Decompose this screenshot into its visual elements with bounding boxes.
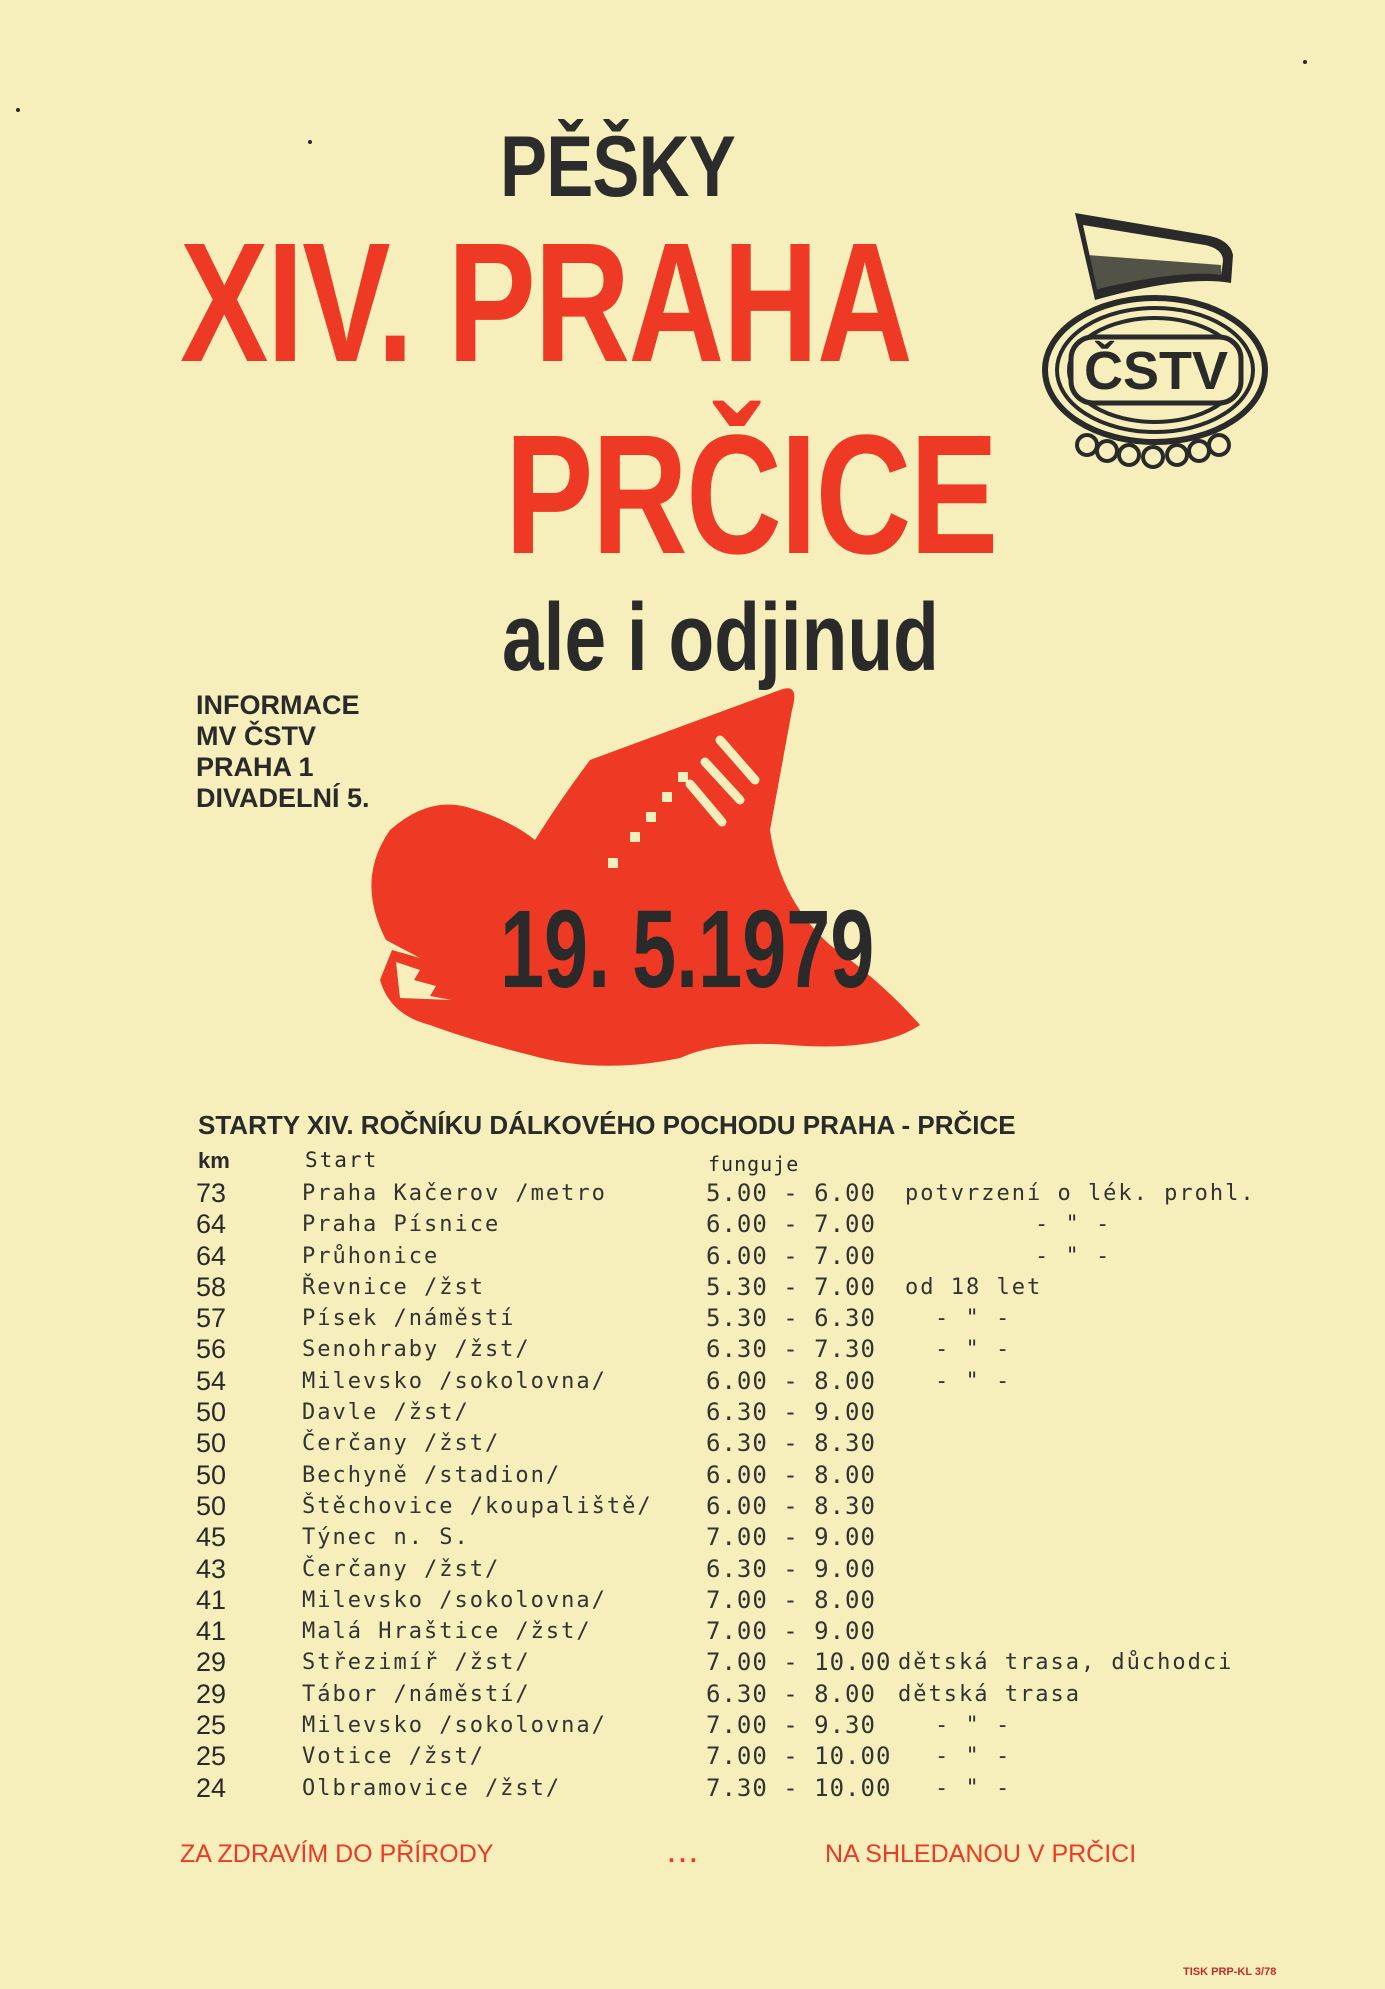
title-top: PĚŠKY xyxy=(500,119,735,215)
row-km: 41 xyxy=(196,1584,227,1615)
row-start: Písek /náměstí xyxy=(302,1306,516,1332)
row-start: Střezimíř /žst/ xyxy=(302,1650,531,1676)
cstv-logo xyxy=(1035,205,1275,475)
table-row xyxy=(0,1334,1385,1365)
table-row xyxy=(0,1303,1385,1334)
row-km: 50 xyxy=(196,1459,227,1490)
row-km: 45 xyxy=(196,1522,227,1553)
row-start: Milevsko /sokolovna/ xyxy=(302,1368,607,1394)
row-note: - " - xyxy=(935,1306,1012,1332)
row-km: 57 xyxy=(196,1303,227,1334)
table-row xyxy=(0,1366,1385,1397)
row-km: 50 xyxy=(196,1397,227,1428)
logo-text: ČSTV xyxy=(1083,341,1229,401)
row-time: 6.30 - 9.00 xyxy=(706,1398,876,1427)
row-time: 5.30 - 6.30 xyxy=(706,1304,876,1333)
row-start: Bechyně /stadion/ xyxy=(302,1462,562,1488)
table-row xyxy=(0,1491,1385,1522)
row-km: 54 xyxy=(196,1365,227,1396)
row-start: Votice /žst/ xyxy=(302,1744,485,1770)
row-start: Čerčany /žst/ xyxy=(302,1431,501,1457)
col-header-time: funguje xyxy=(708,1152,800,1176)
row-start: Tábor /náměstí/ xyxy=(302,1681,531,1707)
row-note: od 18 let xyxy=(905,1274,1043,1300)
row-start: Čerčany /žst/ xyxy=(302,1556,501,1582)
row-time: 7.00 - 9.00 xyxy=(706,1523,876,1552)
info-line: DIVADELNÍ 5. xyxy=(196,783,370,813)
row-start: Senohraby /žst/ xyxy=(302,1337,531,1363)
row-start: Průhonice xyxy=(302,1243,440,1269)
row-note: - " - xyxy=(935,1775,1012,1801)
info-line: PRAHA 1 xyxy=(196,752,314,782)
row-start: Praha Kačerov /metro xyxy=(302,1181,607,1206)
footer-right: NA SHLEDANOU V PRČICI xyxy=(825,1840,1137,1868)
starts-table xyxy=(0,1178,1385,1804)
event-date: 19. 5.1979 xyxy=(500,888,875,1011)
row-km: 50 xyxy=(196,1428,227,1459)
row-start: Štěchovice /koupaliště/ xyxy=(302,1493,653,1519)
row-time: 6.00 - 8.30 xyxy=(706,1491,876,1520)
row-start: Olbramovice /žst/ xyxy=(302,1775,562,1801)
row-km: 29 xyxy=(196,1647,227,1678)
table-row xyxy=(0,1241,1385,1272)
table-row xyxy=(0,1710,1385,1741)
row-time: 7.00 - 10.00 xyxy=(706,1742,892,1771)
title-line2: PRČICE xyxy=(505,400,997,590)
row-time: 6.30 - 8.30 xyxy=(706,1429,876,1458)
row-km: 29 xyxy=(196,1678,227,1709)
boot-illustration xyxy=(360,680,1020,1080)
row-note: dětská trasa xyxy=(898,1681,1081,1707)
row-time: 6.30 - 9.00 xyxy=(706,1554,876,1583)
col-header-km: km xyxy=(198,1148,230,1173)
row-time: 5.00 - 6.00 xyxy=(706,1179,876,1207)
print-mark: TISK PRP-KL 3/78 xyxy=(1183,1966,1277,1978)
row-start: Milevsko /sokolovna/ xyxy=(302,1587,607,1613)
row-km: 64 xyxy=(196,1240,227,1271)
col-header-start: Start xyxy=(305,1148,379,1172)
row-start: Malá Hraštice /žst/ xyxy=(302,1619,592,1645)
row-km: 24 xyxy=(196,1772,227,1803)
row-time: 6.00 - 7.00 xyxy=(706,1241,876,1270)
row-note: - " - xyxy=(935,1368,1012,1394)
row-start: Řevnice /žst xyxy=(302,1274,485,1300)
row-start: Praha Písnice xyxy=(302,1212,501,1238)
table-row xyxy=(0,1428,1385,1459)
row-note: - " - xyxy=(935,1337,1012,1363)
row-time: 6.30 - 8.00 xyxy=(706,1679,876,1708)
row-time: 7.00 - 9.30 xyxy=(706,1711,876,1740)
print-speck xyxy=(308,140,312,144)
row-time: 5.30 - 7.00 xyxy=(706,1272,876,1301)
row-time: 7.00 - 9.00 xyxy=(706,1617,876,1646)
row-time: 6.00 - 8.00 xyxy=(706,1460,876,1489)
table-row xyxy=(0,1616,1385,1647)
info-line: INFORMACE xyxy=(196,690,360,720)
footer-dots: ... xyxy=(668,1840,701,1868)
row-note: - " - xyxy=(935,1744,1012,1770)
row-km: 43 xyxy=(196,1553,227,1584)
print-speck xyxy=(1303,60,1307,64)
table-row xyxy=(0,1585,1385,1616)
title-line1: XIV. PRAHA xyxy=(180,208,912,398)
row-time: 7.30 - 10.00 xyxy=(706,1773,892,1802)
table-row xyxy=(0,1773,1385,1804)
table-row xyxy=(0,1209,1385,1240)
table-row xyxy=(0,1554,1385,1585)
table-row xyxy=(0,1522,1385,1553)
row-time: 6.00 - 8.00 xyxy=(706,1366,876,1395)
row-start: Týnec n. S. xyxy=(302,1525,470,1551)
row-km: 58 xyxy=(196,1271,227,1302)
row-start: Milevsko /sokolovna/ xyxy=(302,1713,607,1739)
table-title: STARTY XIV. ROČNÍKU DÁLKOVÉHO POCHODU PRAHA - PRČICE xyxy=(198,1110,1016,1140)
print-speck xyxy=(16,108,20,112)
table-row xyxy=(0,1741,1385,1772)
row-km: 73 xyxy=(196,1178,227,1208)
row-time: 7.00 - 8.00 xyxy=(706,1585,876,1614)
row-note: dětská trasa, důchodci xyxy=(898,1650,1234,1676)
info-block xyxy=(196,690,370,814)
table-row xyxy=(0,1460,1385,1491)
subtitle: ale i odjinud xyxy=(502,584,939,691)
row-time: 7.00 - 10.00 xyxy=(706,1648,892,1677)
table-row xyxy=(0,1272,1385,1303)
row-km: 25 xyxy=(196,1710,227,1741)
row-note: - " - xyxy=(935,1713,1012,1739)
table-row xyxy=(0,1178,1385,1209)
row-km: 56 xyxy=(196,1334,227,1365)
row-note: - " - xyxy=(1035,1212,1112,1238)
footer-left: ZA ZDRAVÍM DO PŘÍRODY xyxy=(180,1840,494,1868)
row-km: 64 xyxy=(196,1209,227,1240)
row-time: 6.00 - 7.00 xyxy=(706,1210,876,1239)
row-start: Davle /žst/ xyxy=(302,1400,470,1426)
info-line: MV ČSTV xyxy=(196,721,317,751)
row-note: potvrzení o lék. prohl. xyxy=(905,1181,1256,1206)
table-row xyxy=(0,1397,1385,1428)
row-time: 6.30 - 7.30 xyxy=(706,1335,876,1364)
row-note: - " - xyxy=(1035,1243,1112,1269)
row-km: 50 xyxy=(196,1490,227,1521)
row-km: 25 xyxy=(196,1741,227,1772)
row-km: 41 xyxy=(196,1616,227,1647)
table-row xyxy=(0,1679,1385,1710)
table-row xyxy=(0,1647,1385,1678)
